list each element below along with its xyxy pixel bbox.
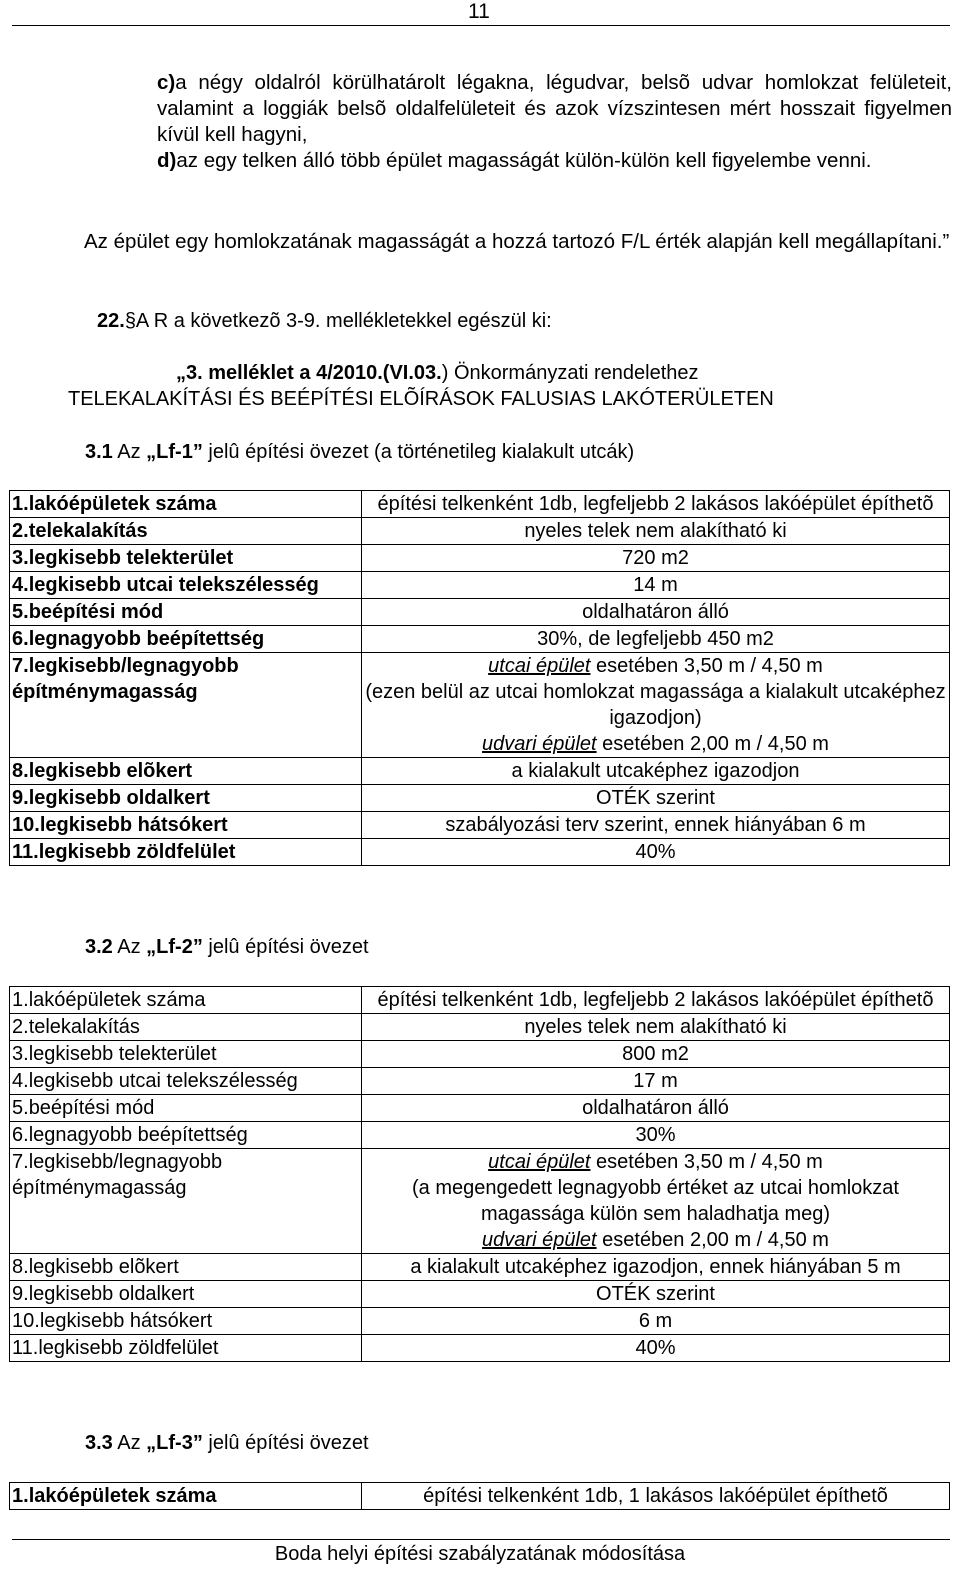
- row-value: 6 m: [362, 1308, 950, 1335]
- zone-title-lf2: [85, 934, 369, 960]
- row-value: 30%: [362, 1122, 950, 1149]
- item-c-prefix: c): [157, 71, 176, 94]
- row-value: oldalhatáron álló: [362, 599, 950, 626]
- table-row: [10, 785, 950, 812]
- row-label: 4.legkisebb utcai telekszélesség: [10, 1068, 362, 1095]
- row-value: 720 m2: [362, 545, 950, 572]
- item-d-text: az egy telken álló több épület magasságát külön-külön kell figyelembe venni.: [176, 149, 872, 172]
- zone-pre: Az: [112, 441, 147, 463]
- item-d-paragraph: [157, 148, 952, 174]
- table-row: [10, 1281, 950, 1308]
- row-label: 3.legkisebb telekterület: [10, 545, 362, 572]
- table-row: [10, 1335, 950, 1362]
- annex-title-bold: „3. melléklet a 4/2010.(VI.03.: [176, 362, 442, 384]
- annex-title-rest: ) Önkormányzati rendelethez: [441, 362, 699, 384]
- row-label: 9.legkisebb oldalkert: [10, 785, 362, 812]
- row-value: 40%: [362, 1335, 950, 1362]
- row-value: 800 m2: [362, 1041, 950, 1068]
- row-value: a kialakult utcaképhez igazodjon, ennek hiányában 5 m: [362, 1254, 950, 1281]
- table-row: [10, 758, 950, 785]
- table-row: [10, 839, 950, 866]
- row-label: 8.legkisebb elõkert: [10, 758, 362, 785]
- row-label: 10.legkisebb hátsókert: [10, 1308, 362, 1335]
- item-d-prefix: d): [157, 149, 177, 172]
- row-label: 7.legkisebb/legnagyobb építménymagasság: [10, 653, 362, 758]
- row-value: a kialakult utcaképhez igazodjon: [362, 758, 950, 785]
- zone-title-lf3: [85, 1430, 369, 1456]
- footer-rule: [12, 1539, 950, 1540]
- table-row: [10, 1122, 950, 1149]
- zone-code: „Lf-1”: [146, 441, 203, 463]
- table-row: [10, 987, 950, 1014]
- zone-pre: Az: [112, 1432, 147, 1454]
- row-value: nyeles telek nem alakítható ki: [362, 1014, 950, 1041]
- table-row: [10, 1095, 950, 1122]
- row-value: OTÉK szerint: [362, 785, 950, 812]
- row-value: 14 m: [362, 572, 950, 599]
- row-value: szabályozási terv szerint, ennek hiányában 6 m: [362, 812, 950, 839]
- table-row: [10, 572, 950, 599]
- row-value: utcai épület esetében 3,50 m / 4,50 m (ezen belül az utcai homlokzat magassága a kialakult utcaképhez igazodjon) udvari épület esetében 2,00 m / 4,50 m: [362, 653, 950, 758]
- table-row: [10, 1068, 950, 1095]
- row-label: 9.legkisebb oldalkert: [10, 1281, 362, 1308]
- table-row: [10, 1041, 950, 1068]
- item-c-text: a négy oldalról körülhatárolt légakna, légudvar, belsõ udvar homlokzat felületeit, valamint a loggiák belsõ oldalfelületeit és azok vízszintesen mért hosszait figyelmen kívül kell hagyni,: [157, 71, 952, 146]
- row-label: 8.legkisebb elõkert: [10, 1254, 362, 1281]
- zone-table-lf2: [9, 986, 950, 1362]
- row-label: 11.legkisebb zöldfelület: [10, 1335, 362, 1362]
- row-value: 17 m: [362, 1068, 950, 1095]
- header-rule: [12, 25, 950, 26]
- section-22: [97, 308, 552, 334]
- row-value: építési telkenként 1db, 1 lakásos lakóépület építhetõ: [362, 1483, 950, 1510]
- table-row: [10, 1014, 950, 1041]
- table-row: [10, 1149, 950, 1254]
- closing-paragraph: Az épület egy homlokzatának magasságát a hozzá tartozó F/L érték alapján kell megállapítani.”: [84, 230, 950, 253]
- row-value: nyeles telek nem alakítható ki: [362, 518, 950, 545]
- table-row: [10, 1483, 950, 1510]
- row-value: építési telkenként 1db, legfeljebb 2 lakásos lakóépület építhetõ: [362, 987, 950, 1014]
- table-row: [10, 599, 950, 626]
- table-row: [10, 545, 950, 572]
- row-label: 5.beépítési mód: [10, 1095, 362, 1122]
- table-row: [10, 1308, 950, 1335]
- annex-title: [176, 360, 699, 386]
- row-label: 1.lakóépületek száma: [10, 491, 362, 518]
- item-c-paragraph: [157, 70, 952, 148]
- section-text: §A R a következõ 3-9. mellékletekkel egészül ki:: [124, 310, 552, 332]
- row-label: 1.lakóépületek száma: [10, 987, 362, 1014]
- row-value: építési telkenként 1db, legfeljebb 2 lakásos lakóépület építhetõ: [362, 491, 950, 518]
- row-label: 6.legnagyobb beépítettség: [10, 1122, 362, 1149]
- page-number: 11: [468, 0, 490, 23]
- section-number: 22.: [97, 310, 125, 332]
- table-row: [10, 812, 950, 839]
- row-value: 30%, de legfeljebb 450 m2: [362, 626, 950, 653]
- row-label: 2.telekalakítás: [10, 1014, 362, 1041]
- row-label: 10.legkisebb hátsókert: [10, 812, 362, 839]
- row-value: utcai épület esetében 3,50 m / 4,50 m (a megengedett legnagyobb értéket az utcai homlokzat magassága külön sem haladhatja meg) udvari épület esetében 2,00 m / 4,50 m: [362, 1149, 950, 1254]
- row-value: OTÉK szerint: [362, 1281, 950, 1308]
- table-row: [10, 518, 950, 545]
- table-row: [10, 653, 950, 758]
- table-row: [10, 626, 950, 653]
- zone-code: „Lf-3”: [146, 1432, 203, 1454]
- annex-subtitle: TELEKALAKÍTÁSI ÉS BEÉPÍTÉSI ELÕÍRÁSOK FALUSIAS LAKÓTERÜLETEN: [68, 388, 774, 410]
- row-label: 7.legkisebb/legnagyobb építménymagasság: [10, 1149, 362, 1254]
- row-label: 1.lakóépületek száma: [10, 1483, 362, 1510]
- zone-num: 3.1: [85, 441, 113, 463]
- row-label: 3.legkisebb telekterület: [10, 1041, 362, 1068]
- row-value: oldalhatáron álló: [362, 1095, 950, 1122]
- row-label: 11.legkisebb zöldfelület: [10, 839, 362, 866]
- table-row: [10, 1254, 950, 1281]
- zone-num: 3.3: [85, 1432, 113, 1454]
- zone-title-lf1: [85, 439, 634, 465]
- zone-table-lf3: [9, 1482, 950, 1510]
- row-label: 4.legkisebb utcai telekszélesség: [10, 572, 362, 599]
- zone-code: „Lf-2”: [146, 936, 203, 958]
- zone-post: jelû építési övezet (a történetileg kialakult utcák): [202, 441, 635, 463]
- zone-post: jelû építési övezet: [202, 936, 369, 958]
- zone-pre: Az: [112, 936, 147, 958]
- table-row: [10, 491, 950, 518]
- zone-table-lf1: [9, 490, 950, 866]
- zone-post: jelû építési övezet: [202, 1432, 369, 1454]
- row-value: 40%: [362, 839, 950, 866]
- row-label: 6.legnagyobb beépítettség: [10, 626, 362, 653]
- page-footer: Boda helyi építési szabályzatának módosítása: [274, 1543, 686, 1565]
- zone-num: 3.2: [85, 936, 113, 958]
- row-label: 5.beépítési mód: [10, 599, 362, 626]
- row-label: 2.telekalakítás: [10, 518, 362, 545]
